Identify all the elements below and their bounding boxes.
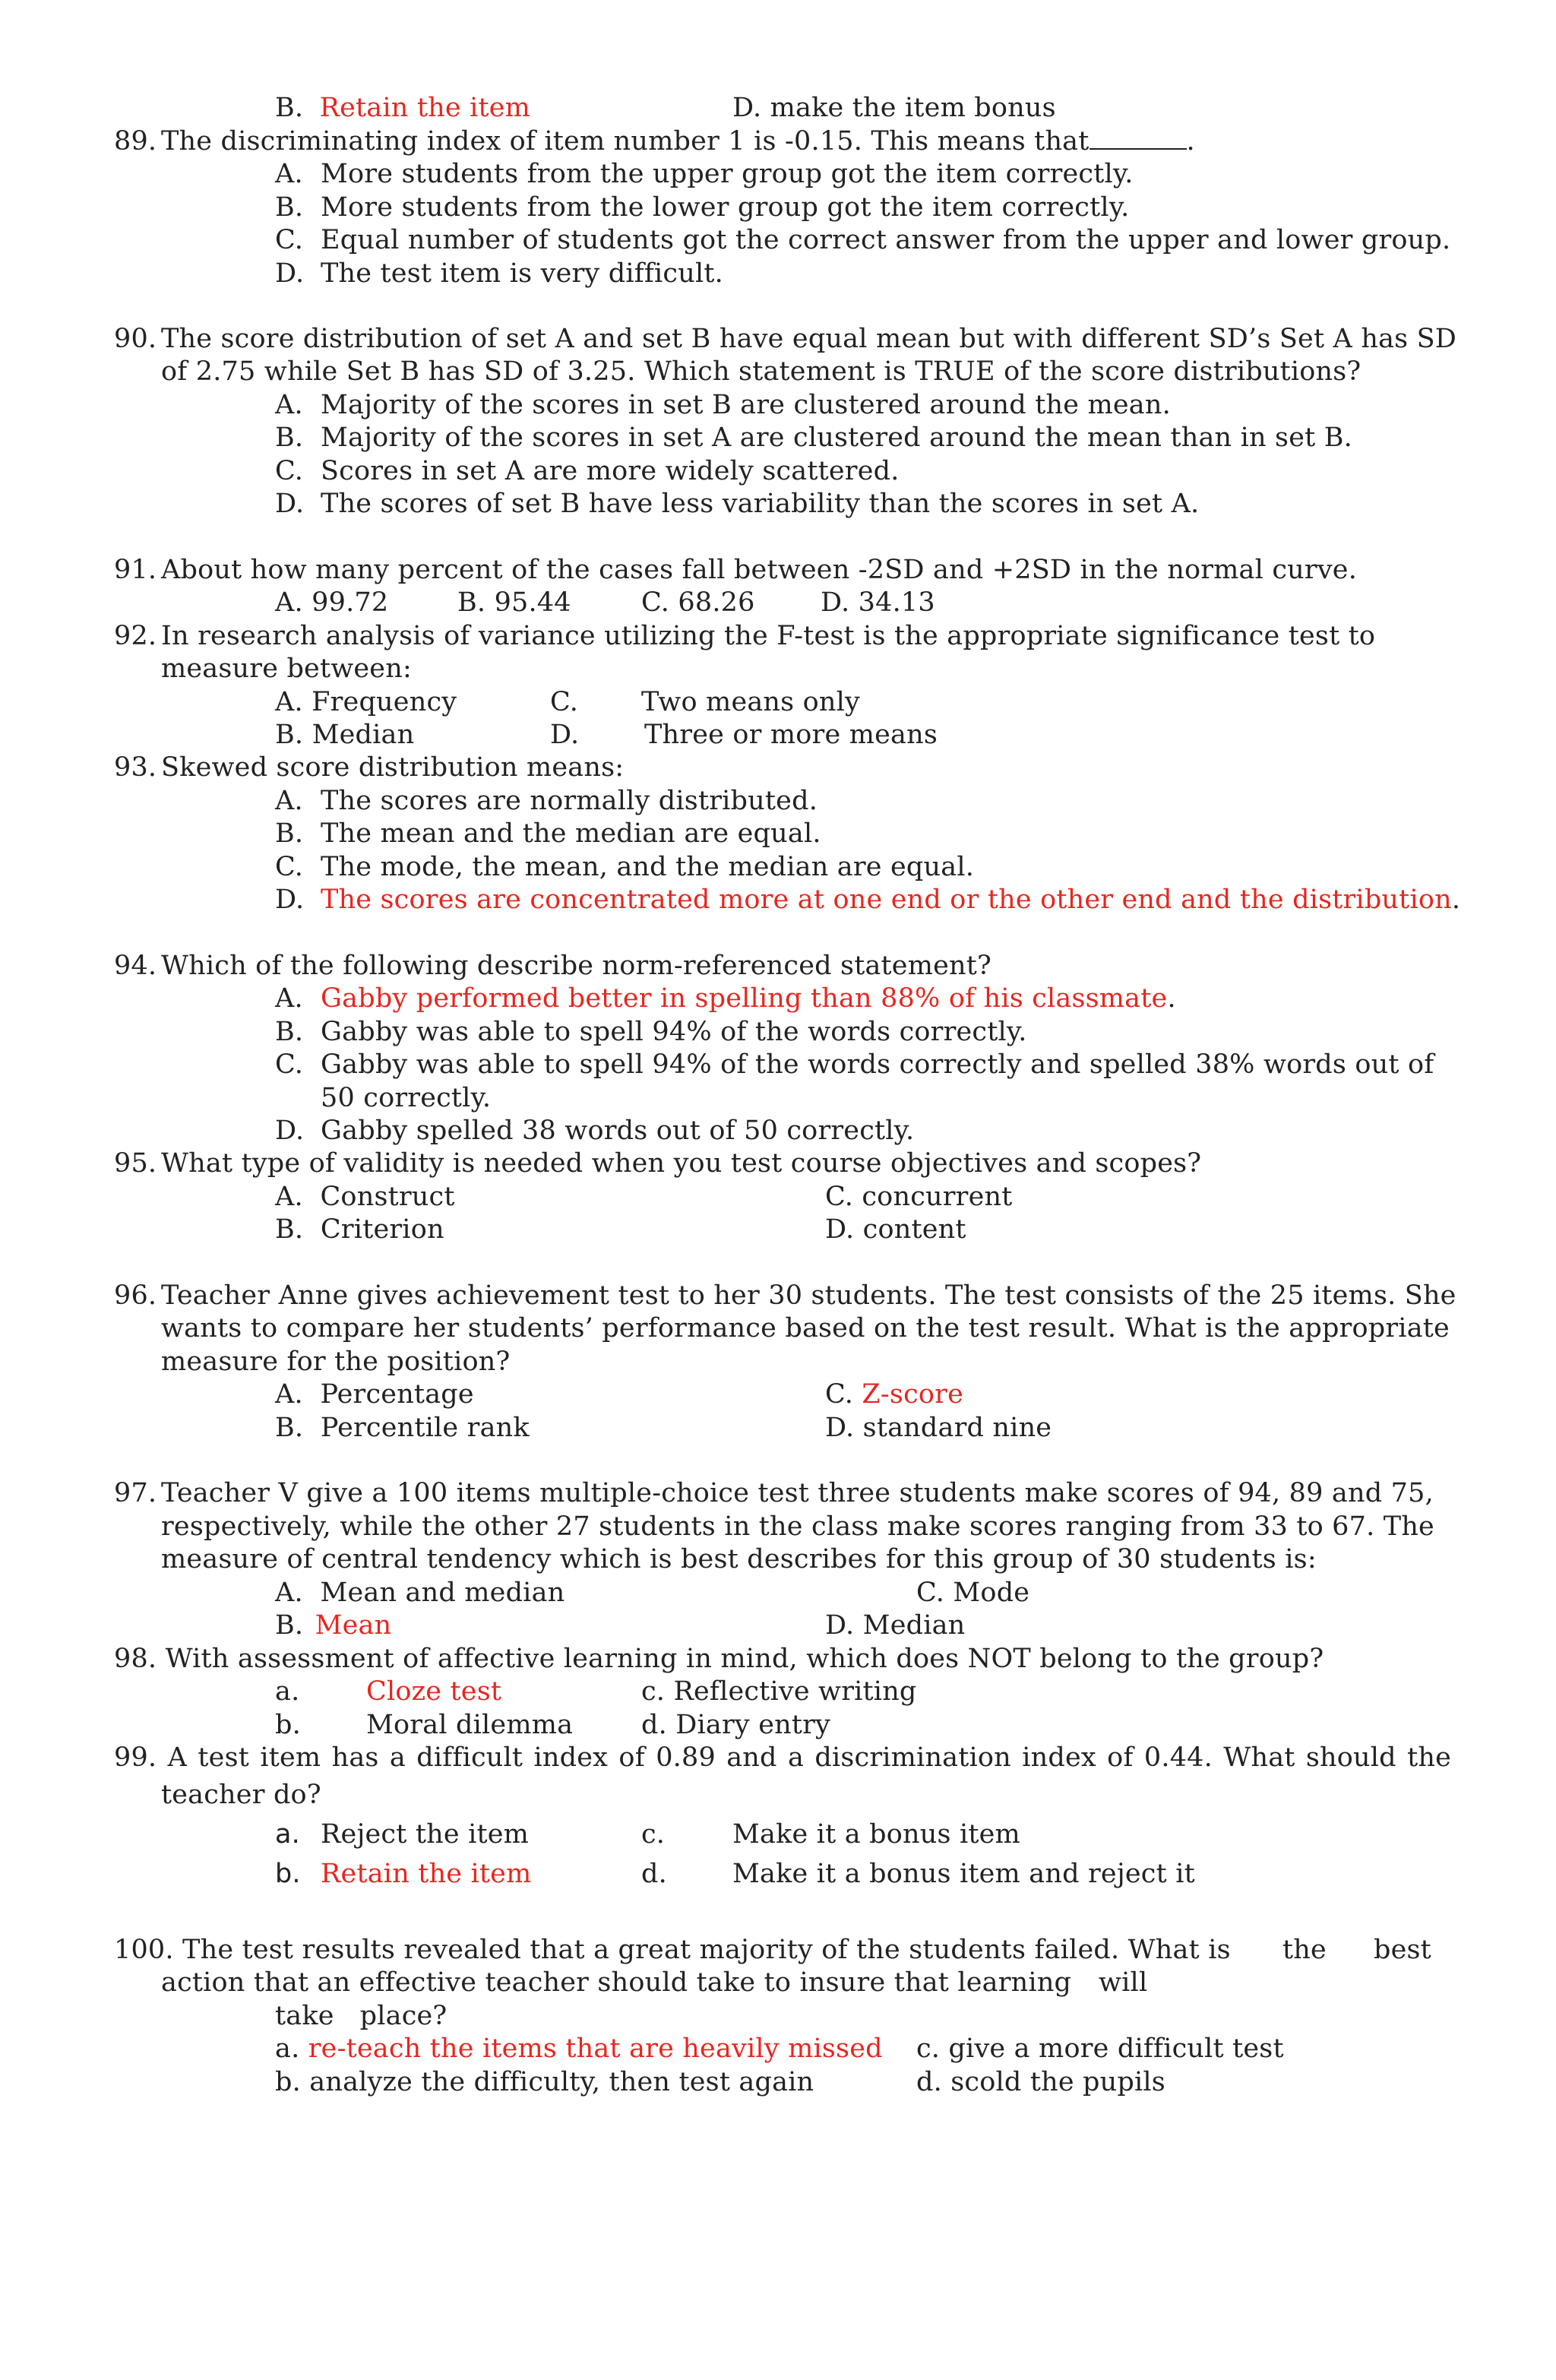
option-d: D. content [825, 1214, 966, 1245]
option-b-text: More students from the lower group got the item correctly. [321, 192, 1130, 223]
stem-text: The discriminating index of item number 1 is -0.15. This means that [161, 126, 1090, 157]
option-end: . [1451, 885, 1461, 915]
option-d: d. scold the pupils [916, 2067, 1165, 2097]
prev-option-b [275, 91, 530, 125]
option-c-text: Scores in set A are more widely scattered. [321, 456, 900, 486]
question-number: 94. [114, 951, 157, 981]
option-c-text: Gabby was able to spell 94% of the words correctly and spelled 38% words out of [321, 1049, 1434, 1080]
option-a: A. Percentage [275, 1379, 474, 1410]
question-stem-line: action that an effective teacher should take to insure that learning [161, 1967, 1072, 1998]
option-a-letter: a. [275, 1676, 300, 1707]
question-stem-line: measure between: [161, 654, 412, 684]
option-letter: C. [275, 225, 304, 255]
correct-answer: Z-score [862, 1379, 964, 1410]
question-stem-line: wants to compare her students’ performance based on the test result. What is the appropriate [161, 1313, 1450, 1343]
option-a: A. [275, 983, 303, 1014]
option-c: C. concurrent [825, 1182, 1013, 1212]
option-b-text: The mean and the median are equal. [321, 818, 821, 849]
option-d-text-answer [321, 883, 1460, 916]
option-b-text: Majority of the scores in set A are clustered around the mean than in set B. [321, 423, 1352, 453]
correct-answer: re-teach the items that are heavily missed [308, 2033, 883, 2064]
option-letter: C. [825, 1379, 854, 1410]
option-d: D. [275, 489, 305, 519]
question-stem-line: In research analysis of variance utilizing the F-test is the appropriate significance test to [161, 621, 1376, 651]
option-c: c. Reflective writing [641, 1676, 917, 1707]
option-b: B. [275, 423, 304, 453]
question-stem-line: of 2.75 while Set B has SD of 3.25. Which statement is TRUE of the score distributions? [161, 356, 1362, 387]
option-d-letter: D. [550, 720, 580, 750]
option-letter: B. [275, 192, 304, 223]
correct-answer: Cloze test [366, 1676, 502, 1707]
stem-end: . [1186, 126, 1195, 157]
question-stem: Which of the following describe norm-referenced statement? [161, 951, 991, 981]
question-stem-word: the [1282, 1935, 1327, 1965]
question-stem-line: measure of central tendency which is best describes for this group of 30 students is: [161, 1544, 1317, 1575]
option-letter: D. [275, 258, 305, 289]
option-c: C. [275, 1049, 304, 1080]
option-a: A. Construct [275, 1182, 455, 1212]
option-c-text: Two means only [641, 687, 861, 717]
question-number: 92. [114, 621, 157, 651]
option-d-letter: d. [641, 1859, 667, 1889]
option-a-answer [275, 2032, 883, 2065]
option-d: d. Diary entry [641, 1710, 831, 1740]
option-c-letter: c. [641, 1819, 666, 1850]
option-c: C. 68.26 [641, 587, 755, 618]
option-d-text: Gabby spelled 38 words out of 50 correctly. [321, 1116, 915, 1146]
option-a-text: The scores are normally distributed. [321, 786, 818, 816]
option-c-text: The mode, the mean, and the median are equal. [321, 852, 975, 882]
option-a-text: Majority of the scores in set B are clustered around the mean. [321, 390, 1171, 420]
option-c: C. [275, 852, 304, 882]
question-stem-line: teacher do? [161, 1780, 321, 1810]
option-c-letter: C. [550, 687, 579, 717]
option-a-text: More students from the upper group got the item correctly. [321, 159, 1134, 189]
question-number: 96. [114, 1280, 157, 1311]
option-letter: B. [275, 93, 304, 123]
option-letter: a. [275, 2033, 300, 2064]
option-text: Retain the item [319, 93, 531, 123]
option-b: B. 95.44 [457, 587, 571, 618]
option-b: b. analyze the difficulty, then test again [275, 2067, 814, 2097]
option-c: C. [275, 456, 304, 486]
option-b: B. Criterion [275, 1214, 444, 1245]
option-a: A. [275, 786, 303, 816]
question-stem-line: take place? [275, 2001, 448, 2031]
option-d: D. 34.13 [821, 587, 935, 618]
option-a [275, 157, 303, 191]
option-d-text: Three or more means [644, 720, 938, 750]
question-number: 89. [114, 126, 157, 157]
question-number: 93. [114, 752, 157, 783]
option-c-continued: 50 correctly. [321, 1083, 492, 1113]
option-a-letter: a. [275, 1819, 300, 1850]
question-stem-line: respectively, while the other 27 students in the class make scores ranging from 33 to 67. The [161, 1511, 1434, 1542]
question-stem: About how many percent of the cases fall between -2SD and +2SD in the normal curve. [161, 555, 1358, 585]
question-stem-line: measure for the position? [161, 1347, 511, 1377]
option-d: D. standard nine [825, 1413, 1052, 1443]
question-number: 91. [114, 555, 157, 585]
question-stem: What type of validity is needed when you test course objectives and scopes? [161, 1148, 1202, 1179]
option-d: D. [275, 1116, 305, 1146]
option-a-answer [366, 1675, 501, 1708]
question-stem-word: best [1374, 1935, 1431, 1965]
option-c: c. give a more difficult test [916, 2033, 1284, 2064]
option-b-letter: b. [275, 1710, 301, 1740]
correct-answer: The scores are concentrated more at one end or the other end and the distribution [321, 885, 1452, 915]
question-stem-line: Teacher V give a 100 items multiple-choice test three students make scores of 94, 89 and 75, [161, 1478, 1434, 1508]
option-b-answer [321, 1857, 531, 1891]
option-c [275, 223, 303, 257]
question-stem-line: Teacher Anne gives achievement test to her 30 students. The test consists of the 25 items. She [161, 1280, 1456, 1311]
option-d-text: The scores of set B have less variability than the scores in set A. [321, 489, 1200, 519]
option-letter: B. [275, 1610, 304, 1641]
prev-option-d: D. make the item bonus [732, 93, 1056, 123]
option-a: A. [275, 390, 303, 420]
option-d-text: Make it a bonus item and reject it [732, 1859, 1195, 1889]
question-stem-line: The score distribution of set A and set B have equal mean but with different SD’s Set A has SD [161, 324, 1457, 354]
option-b: B. Median [275, 720, 415, 750]
option-b: B. [275, 818, 304, 849]
option-d: D. [275, 885, 305, 915]
option-letter: A. [275, 159, 303, 189]
question-stem: 98. With assessment of affective learning in mind, which does NOT belong to the group? [114, 1644, 1324, 1674]
option-c: C. Mode [916, 1578, 1030, 1608]
question-stem-word: will [1099, 1967, 1148, 1998]
option-a: A. Frequency [275, 687, 457, 717]
option-b: B. [275, 1017, 304, 1047]
option-c-text: Make it a bonus item [732, 1819, 1020, 1850]
option-b [275, 191, 303, 224]
answer-blank [1090, 125, 1187, 150]
option-a-text: Reject the item [321, 1819, 530, 1850]
option-d: D. Median [825, 1610, 966, 1641]
correct-answer: Mean [315, 1610, 392, 1641]
option-b-text: Gabby was able to spell 94% of the words correctly. [321, 1017, 1027, 1047]
question-number: 95. [114, 1148, 157, 1179]
question-stem: Skewed score distribution means: [161, 752, 625, 783]
question-number: 97. [114, 1478, 157, 1508]
option-d-text: The test item is very difficult. [321, 258, 723, 289]
correct-answer: Gabby performed better in spelling than 88% of his classmate [321, 983, 1168, 1014]
option-b-letter: b. [275, 1859, 301, 1889]
option-b-answer [275, 1609, 391, 1642]
option-a-text-answer [321, 982, 1176, 1015]
option-end: . [1167, 983, 1176, 1014]
option-b: B. Percentile rank [275, 1413, 530, 1443]
correct-answer: Retain the item [321, 1859, 532, 1889]
option-a: A. Mean and median [275, 1578, 565, 1608]
question-number: 90. [114, 324, 157, 354]
question-stem [161, 125, 1195, 158]
option-c-answer [825, 1378, 963, 1411]
option-a: A. 99.72 [275, 587, 389, 618]
question-stem-line: 99. A test item has a difficult index of 0.89 and a discrimination index of 0.44. What should the [114, 1742, 1452, 1773]
option-c-text: Equal number of students got the correct answer from the upper and lower group. [321, 225, 1451, 255]
option-b-text: Moral dilemma [366, 1710, 574, 1740]
question-stem-line: 100. The test results revealed that a great majority of the students failed. What is [114, 1935, 1231, 1965]
option-d [275, 257, 304, 290]
